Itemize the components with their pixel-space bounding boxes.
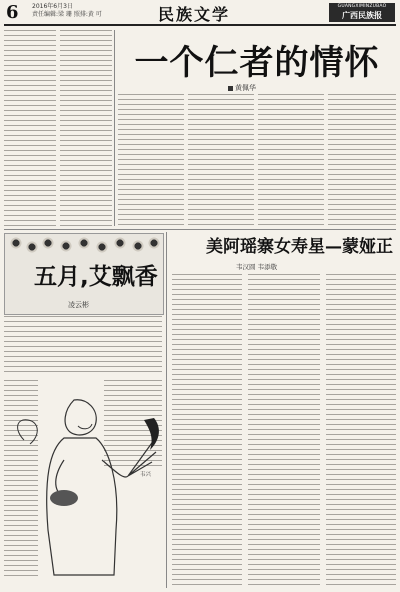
ink-illustration bbox=[4, 380, 164, 580]
right-story-byline: 韦汉圆 韦添敬 bbox=[236, 263, 278, 271]
editors-line: 责任编辑:梁 珊 照排:黄 可 bbox=[32, 11, 102, 18]
paper-name-cn: 广西民族报 bbox=[342, 10, 382, 20]
feature-author: 凌云彬 bbox=[68, 301, 89, 309]
hanging-herbs bbox=[144, 418, 159, 450]
column-divider-lower bbox=[166, 232, 167, 588]
top-story-column-3 bbox=[118, 94, 184, 226]
sunflower-icon bbox=[41, 236, 55, 250]
masthead bbox=[0, 0, 400, 26]
byline-square-icon bbox=[228, 86, 233, 91]
column-divider bbox=[114, 30, 115, 226]
top-story-byline bbox=[228, 83, 256, 93]
page-number: 6 bbox=[6, 2, 19, 23]
top-story-column-1 bbox=[4, 30, 56, 226]
right-story-column-2 bbox=[248, 274, 320, 586]
sunflower-icon bbox=[147, 236, 161, 250]
fan-shape bbox=[50, 490, 78, 506]
masthead-info bbox=[32, 3, 122, 19]
right-story-column-1 bbox=[172, 274, 242, 586]
head-outline bbox=[65, 400, 96, 435]
paper-name-en: GUANGXIMINZUBAO bbox=[337, 4, 387, 9]
top-story-column-4 bbox=[188, 94, 254, 226]
feature-title: 五月,艾飘香 bbox=[34, 264, 158, 290]
cloud-swirl bbox=[18, 420, 38, 444]
paper-name-box bbox=[329, 3, 395, 22]
right-story-headline: 美阿瑶寨女寿星—蒙娅正 bbox=[206, 237, 393, 257]
section-title: 民族文学 bbox=[158, 5, 231, 24]
top-story-column-5 bbox=[258, 94, 324, 226]
top-story-author: 黄佩华 bbox=[235, 84, 256, 92]
robe-outline bbox=[47, 438, 117, 575]
smile-line bbox=[78, 424, 92, 429]
arm-outline-right bbox=[102, 460, 128, 477]
top-story-column-6 bbox=[328, 94, 396, 226]
sunflower-icon bbox=[9, 236, 23, 250]
masthead-rule bbox=[4, 24, 396, 26]
illustration-author: 韦兴 bbox=[140, 472, 152, 478]
sunflower-icon bbox=[25, 240, 39, 254]
sunflower-icon bbox=[77, 236, 91, 250]
sunflower-icon bbox=[59, 239, 73, 253]
top-story-column-2 bbox=[60, 30, 112, 226]
date-line: 2016年6月3日 bbox=[32, 3, 73, 10]
section-divider bbox=[4, 229, 396, 230]
sunflower-icon bbox=[113, 236, 127, 250]
sunflower-icon bbox=[95, 240, 109, 254]
right-story-column-3 bbox=[326, 274, 396, 586]
feature-text-block bbox=[4, 316, 162, 376]
top-story-headline: 一个仁者的情怀 bbox=[134, 43, 380, 83]
sunflower-icon bbox=[131, 239, 145, 253]
